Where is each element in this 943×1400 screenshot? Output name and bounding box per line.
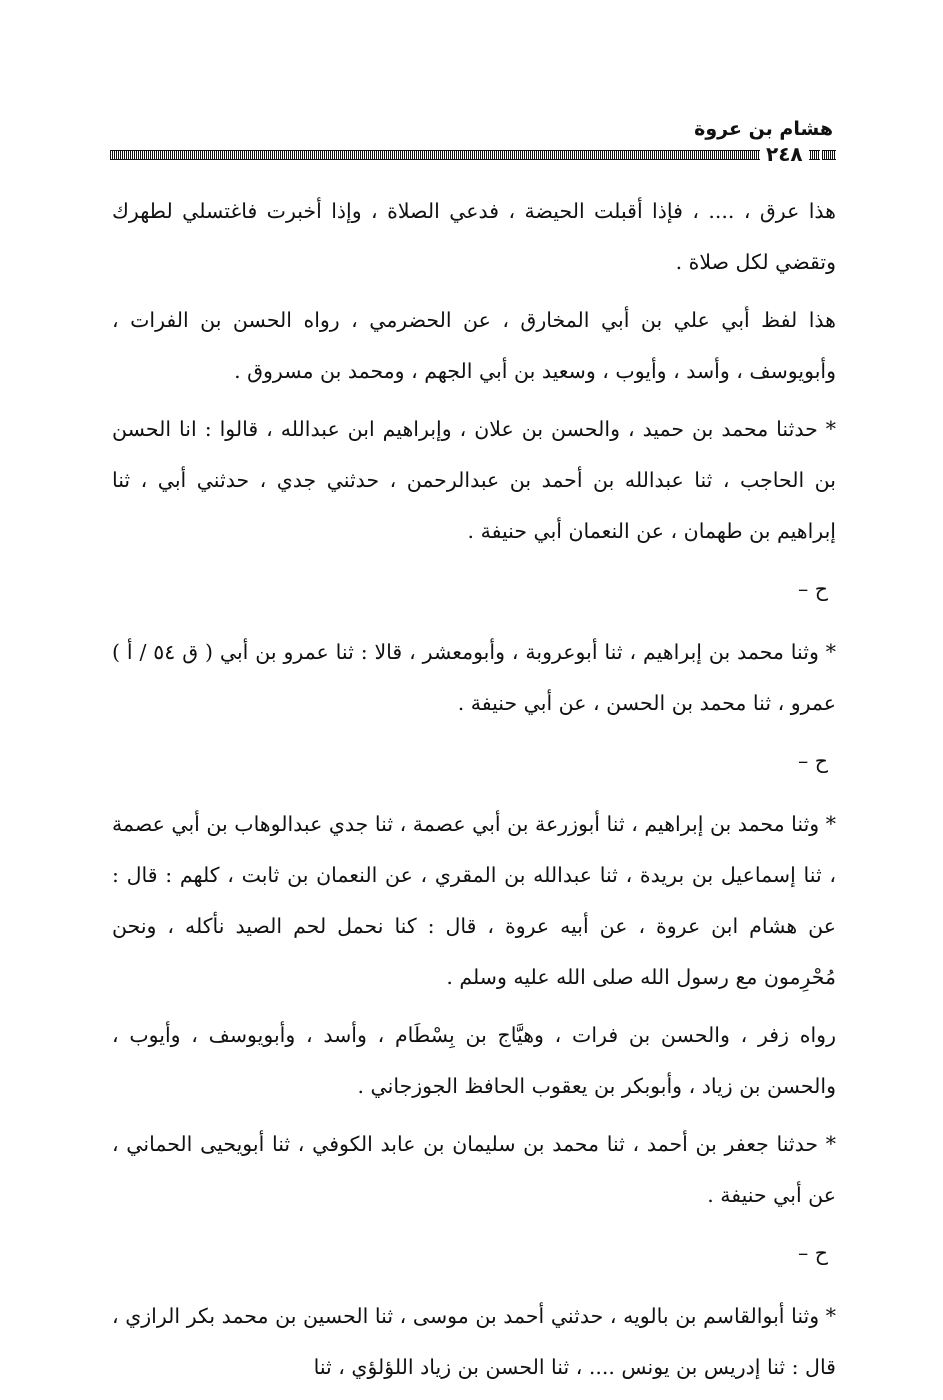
paragraph: هذا لفظ أبي علي بن أبي المخارق ، عن الحضرمي ، رواه الحسن بن الفرات ، وأبويوسف ، وأسد ، وأيوب ، وسعيد بن أبي الجهم ، ومحمد بن مسروق . xyxy=(112,308,836,383)
paragraph: هذا عرق ، .... ، فإذا أقبلت الحيضة ، فدعي الصلاة ، وإذا أخبرت فاغتسلي لطهرك وتقضي لكل صلاة . xyxy=(112,199,836,274)
paragraph: * حدثنا محمد بن حميد ، والحسن بن علان ، وإبراهيم ابن عبدالله ، قالوا : انا الحسن بن الحاجب ، ثنا عبدالله بن أحمد بن عبدالرحمن ، حدثني جدي ، حدثني أبي ، ثنا إبراهيم بن طهمان ، عن النعمان أبي حنيفة . xyxy=(112,417,836,543)
paragraph: * حدثنا جعفر بن أحمد ، ثنا محمد بن سليمان بن عابد الكوفي ، ثنا أبويحيى الحماني ، عن أبي حنيفة . xyxy=(112,1132,836,1207)
paragraph: * وثنا محمد بن إبراهيم ، ثنا أبوزرعة بن أبي عصمة ، ثنا جدي عبدالوهاب بن أبي عصمة ، ثنا إسماعيل بن بريدة ، ثنا عبدالله بن المقري ، عن النعمان بن ثابت ، كلهم : قال : عن هشام ابن عروة ، عن أبيه عروة ، قال : كنا نحمل لحم الصيد نأكله ، ونحن مُحْرِمون مع رسول الله صلى الله عليه وسلم . xyxy=(112,812,836,989)
header-rule xyxy=(110,150,820,160)
page-body xyxy=(112,186,836,1400)
isnad-switch-marker: ح – xyxy=(798,577,828,601)
paragraph: رواه زفر ، والحسن بن فرات ، وهيَّاج بن بِسْطَام ، وأسد ، وأبويوسف ، وأيوب ، والحسن بن زياد ، وأبوبكر بن يعقوب الحافظ الجوزجاني . xyxy=(112,1023,836,1098)
isnad-switch-marker: ح – xyxy=(798,1241,828,1265)
isnad-switch-marker: ح – xyxy=(798,749,828,773)
header-rule-end xyxy=(822,150,836,160)
page-number: ٢٤٨ xyxy=(760,143,809,165)
running-title: هشام بن عروة xyxy=(694,118,833,140)
paragraph: * وثنا أبوالقاسم بن بالويه ، حدثني أحمد بن موسى ، ثنا الحسين بن محمد بكر الرازي ، قال : ثنا إدريس بن يونس .... ، ثنا الحسن بن زياد اللؤلؤي ، ثنا xyxy=(112,1304,836,1379)
paragraph: * وثنا محمد بن إبراهيم ، ثنا أبوعروبة ، وأبومعشر ، قالا : ثنا عمرو بن أبي ( ق ٥٤ / أ ) عمرو ، ثنا محمد بن الحسن ، عن أبي حنيفة . xyxy=(112,640,836,715)
